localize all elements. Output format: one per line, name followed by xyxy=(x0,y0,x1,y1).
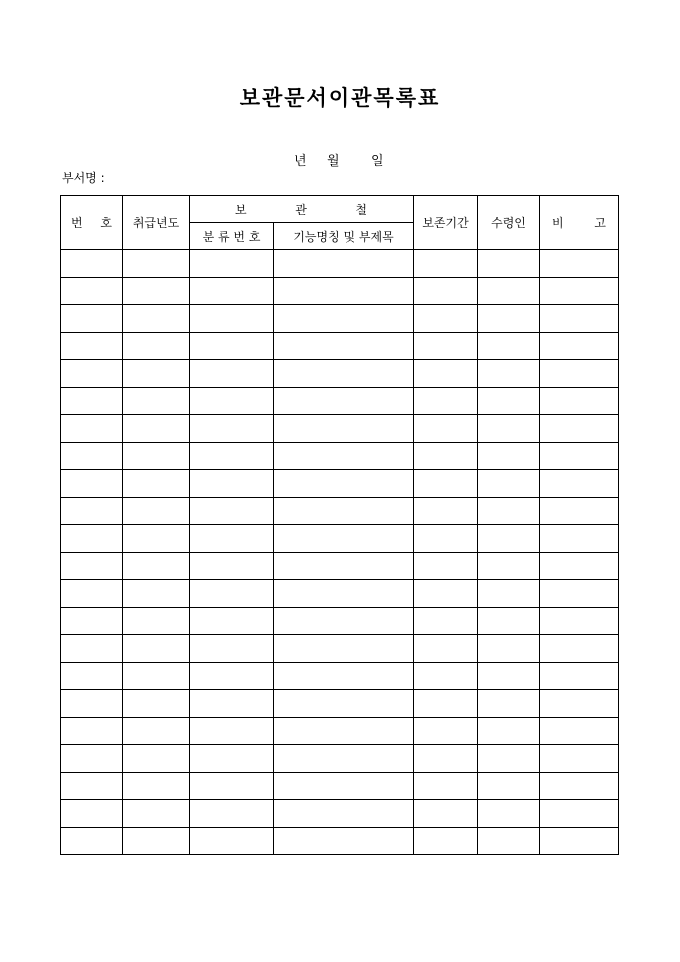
table-row xyxy=(61,690,619,718)
table-cell[interactable] xyxy=(190,717,274,745)
table-cell[interactable] xyxy=(274,662,414,690)
table-cell[interactable] xyxy=(478,305,540,333)
table-cell[interactable] xyxy=(190,745,274,773)
table-cell[interactable] xyxy=(478,690,540,718)
date-year-label: 년 xyxy=(294,154,307,169)
table-cell[interactable] xyxy=(61,470,123,498)
table-cell[interactable] xyxy=(123,662,190,690)
table-cell[interactable] xyxy=(540,552,619,580)
table-cell[interactable] xyxy=(414,552,478,580)
table-cell[interactable] xyxy=(274,717,414,745)
table-row xyxy=(61,277,619,305)
table-cell[interactable] xyxy=(274,415,414,443)
table-cell[interactable] xyxy=(540,360,619,388)
table-cell[interactable] xyxy=(123,360,190,388)
table-cell[interactable] xyxy=(123,580,190,608)
table-cell[interactable] xyxy=(274,387,414,415)
table-row xyxy=(61,250,619,278)
table-cell[interactable] xyxy=(274,332,414,360)
table-cell[interactable] xyxy=(540,800,619,828)
table-cell[interactable] xyxy=(123,772,190,800)
table-row xyxy=(61,580,619,608)
header-retention-period: 보존기간 xyxy=(414,196,478,250)
table-cell[interactable] xyxy=(123,717,190,745)
table-cell[interactable] xyxy=(61,745,123,773)
table-cell[interactable] xyxy=(274,690,414,718)
table-cell[interactable] xyxy=(540,690,619,718)
table-cell[interactable] xyxy=(61,277,123,305)
table-cell[interactable] xyxy=(478,607,540,635)
table-cell[interactable] xyxy=(190,772,274,800)
header-year-handled: 취급년도 xyxy=(123,196,190,250)
table-cell[interactable] xyxy=(478,580,540,608)
table-cell[interactable] xyxy=(190,580,274,608)
table-cell[interactable] xyxy=(61,497,123,525)
table-cell[interactable] xyxy=(123,305,190,333)
table-cell[interactable] xyxy=(414,360,478,388)
table-cell[interactable] xyxy=(414,635,478,663)
table-cell[interactable] xyxy=(190,415,274,443)
table-cell[interactable] xyxy=(414,525,478,553)
table-cell[interactable] xyxy=(190,250,274,278)
table-row xyxy=(61,497,619,525)
table-cell[interactable] xyxy=(61,442,123,470)
table-cell[interactable] xyxy=(61,690,123,718)
table-cell[interactable] xyxy=(61,800,123,828)
table-row xyxy=(61,552,619,580)
table-cell[interactable] xyxy=(190,332,274,360)
table-cell[interactable] xyxy=(478,772,540,800)
table-cell[interactable] xyxy=(414,690,478,718)
table-cell[interactable] xyxy=(274,442,414,470)
table-cell[interactable] xyxy=(190,635,274,663)
table-cell[interactable] xyxy=(478,800,540,828)
table-cell[interactable] xyxy=(274,360,414,388)
table-cell[interactable] xyxy=(540,745,619,773)
table-cell[interactable] xyxy=(478,415,540,443)
table-row xyxy=(61,305,619,333)
table-cell[interactable] xyxy=(274,470,414,498)
table-cell[interactable] xyxy=(61,717,123,745)
table-cell[interactable] xyxy=(414,277,478,305)
table-cell[interactable] xyxy=(274,525,414,553)
table-cell[interactable] xyxy=(274,827,414,855)
table-cell[interactable] xyxy=(123,607,190,635)
header-remarks: 비 고 xyxy=(540,196,619,250)
table-cell[interactable] xyxy=(540,470,619,498)
table-cell[interactable] xyxy=(61,250,123,278)
table-cell[interactable] xyxy=(190,552,274,580)
table-cell[interactable] xyxy=(414,470,478,498)
table-cell[interactable] xyxy=(274,250,414,278)
table-row xyxy=(61,525,619,553)
table-row xyxy=(61,635,619,663)
table-cell[interactable] xyxy=(414,607,478,635)
table-cell[interactable] xyxy=(123,277,190,305)
table-cell[interactable] xyxy=(123,635,190,663)
header-function-name: 기능명칭 및 부제목 xyxy=(274,223,414,250)
table-cell[interactable] xyxy=(123,690,190,718)
table-cell[interactable] xyxy=(540,305,619,333)
table-cell[interactable] xyxy=(274,580,414,608)
table-cell[interactable] xyxy=(190,360,274,388)
table-cell[interactable] xyxy=(190,827,274,855)
table-row xyxy=(61,607,619,635)
table-cell[interactable] xyxy=(190,277,274,305)
table-cell[interactable] xyxy=(123,827,190,855)
table-row xyxy=(61,415,619,443)
table-cell[interactable] xyxy=(414,332,478,360)
table-row xyxy=(61,387,619,415)
table-cell[interactable] xyxy=(540,827,619,855)
table-cell[interactable] xyxy=(190,470,274,498)
table-cell[interactable] xyxy=(414,250,478,278)
table-cell[interactable] xyxy=(540,332,619,360)
table-cell[interactable] xyxy=(61,332,123,360)
table-cell[interactable] xyxy=(61,662,123,690)
page-title: 보관문서이관목록표 xyxy=(239,85,441,110)
table-cell[interactable] xyxy=(61,772,123,800)
table-cell[interactable] xyxy=(414,580,478,608)
table-cell[interactable] xyxy=(414,745,478,773)
table-row xyxy=(61,745,619,773)
table-cell[interactable] xyxy=(414,387,478,415)
table-cell[interactable] xyxy=(274,772,414,800)
table-row xyxy=(61,800,619,828)
table-cell[interactable] xyxy=(540,607,619,635)
table-cell[interactable] xyxy=(540,772,619,800)
header-row-top xyxy=(61,196,619,223)
table-cell[interactable] xyxy=(414,497,478,525)
table-cell[interactable] xyxy=(414,772,478,800)
table-cell[interactable] xyxy=(123,415,190,443)
table-cell[interactable] xyxy=(478,470,540,498)
header-receiver: 수령인 xyxy=(478,196,540,250)
archive-transfer-table xyxy=(60,195,619,855)
table-cell[interactable] xyxy=(414,305,478,333)
table-cell[interactable] xyxy=(414,717,478,745)
table-cell[interactable] xyxy=(478,552,540,580)
table-cell[interactable] xyxy=(274,497,414,525)
table-cell[interactable] xyxy=(478,745,540,773)
table-cell[interactable] xyxy=(478,497,540,525)
table-cell[interactable] xyxy=(190,387,274,415)
table-cell[interactable] xyxy=(414,415,478,443)
table-cell[interactable] xyxy=(414,827,478,855)
table-cell[interactable] xyxy=(190,690,274,718)
table-cell[interactable] xyxy=(190,442,274,470)
table-cell[interactable] xyxy=(478,332,540,360)
table-cell[interactable] xyxy=(61,415,123,443)
table-cell[interactable] xyxy=(274,607,414,635)
table-cell[interactable] xyxy=(274,305,414,333)
table-cell[interactable] xyxy=(478,635,540,663)
department-label: 부서명 : xyxy=(62,171,105,185)
table-cell[interactable] xyxy=(414,800,478,828)
table-cell[interactable] xyxy=(478,525,540,553)
date-day-label: 일 xyxy=(371,154,384,169)
table-cell[interactable] xyxy=(123,442,190,470)
table-cell[interactable] xyxy=(540,662,619,690)
table-cell[interactable] xyxy=(61,387,123,415)
table-body xyxy=(61,250,619,855)
table-cell[interactable] xyxy=(274,552,414,580)
table-row xyxy=(61,332,619,360)
table-cell[interactable] xyxy=(123,470,190,498)
date-month-label: 월 xyxy=(327,154,340,169)
table-cell[interactable] xyxy=(123,250,190,278)
table-cell[interactable] xyxy=(190,607,274,635)
table-cell[interactable] xyxy=(61,525,123,553)
table-cell[interactable] xyxy=(61,360,123,388)
table-cell[interactable] xyxy=(190,305,274,333)
table-cell[interactable] xyxy=(540,580,619,608)
table-row xyxy=(61,470,619,498)
table-cell[interactable] xyxy=(190,525,274,553)
table-cell[interactable] xyxy=(123,332,190,360)
table-cell[interactable] xyxy=(478,360,540,388)
table-cell[interactable] xyxy=(61,827,123,855)
table-cell[interactable] xyxy=(540,442,619,470)
table-cell[interactable] xyxy=(540,387,619,415)
table-cell[interactable] xyxy=(414,662,478,690)
table-row xyxy=(61,360,619,388)
table-cell[interactable] xyxy=(61,635,123,663)
table-cell[interactable] xyxy=(61,305,123,333)
table-cell[interactable] xyxy=(123,525,190,553)
table-cell[interactable] xyxy=(190,662,274,690)
table-cell[interactable] xyxy=(478,442,540,470)
table-cell[interactable] xyxy=(478,387,540,415)
table-cell[interactable] xyxy=(274,800,414,828)
table-cell[interactable] xyxy=(478,250,540,278)
table-row xyxy=(61,827,619,855)
table-cell[interactable] xyxy=(540,497,619,525)
table-cell[interactable] xyxy=(274,277,414,305)
table-cell[interactable] xyxy=(478,277,540,305)
table-cell[interactable] xyxy=(123,800,190,828)
table-row xyxy=(61,442,619,470)
table-cell[interactable] xyxy=(540,250,619,278)
table-cell[interactable] xyxy=(274,635,414,663)
header-storage-file: 보 관 철 xyxy=(190,196,414,223)
header-classification-number: 분 류 번 호 xyxy=(190,223,274,250)
table-cell[interactable] xyxy=(540,525,619,553)
table-row xyxy=(61,772,619,800)
table-cell[interactable] xyxy=(123,497,190,525)
table-cell[interactable] xyxy=(540,635,619,663)
table-cell[interactable] xyxy=(540,277,619,305)
table-cell[interactable] xyxy=(61,580,123,608)
table-cell[interactable] xyxy=(540,717,619,745)
table-row xyxy=(61,662,619,690)
table-cell[interactable] xyxy=(478,827,540,855)
table-cell[interactable] xyxy=(123,387,190,415)
table-cell[interactable] xyxy=(190,800,274,828)
table-cell[interactable] xyxy=(414,442,478,470)
table-cell[interactable] xyxy=(123,745,190,773)
table-cell[interactable] xyxy=(478,662,540,690)
table-cell[interactable] xyxy=(478,717,540,745)
table-cell[interactable] xyxy=(190,497,274,525)
header-number: 번 호 xyxy=(61,196,123,250)
table-cell[interactable] xyxy=(540,415,619,443)
table-cell[interactable] xyxy=(61,607,123,635)
table-cell[interactable] xyxy=(61,552,123,580)
table-cell[interactable] xyxy=(123,552,190,580)
table-row xyxy=(61,717,619,745)
table-cell[interactable] xyxy=(274,745,414,773)
